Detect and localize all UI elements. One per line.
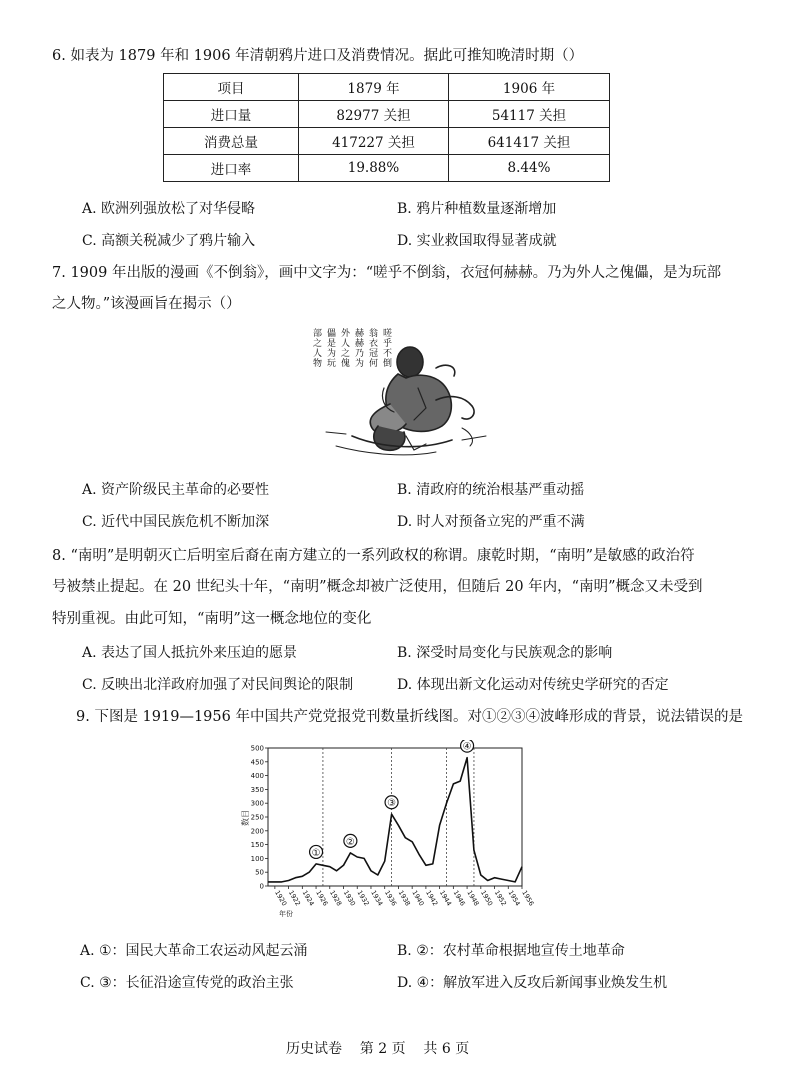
q7-stem-line2: 之人物。”该漫画旨在揭示（） <box>52 296 241 312</box>
q9-option-a[interactable]: A. ①：国民大革命工农运动风起云涌 <box>80 943 308 959</box>
q8-option-b[interactable]: B. 深受时局变化与民族观念的影响 <box>397 645 613 661</box>
y-tick-label: 150 <box>250 841 264 850</box>
table-cell: 54117 关担 <box>449 101 610 128</box>
q8-option-d[interactable]: D. 体现出新文化运动对传统史学研究的否定 <box>397 677 669 693</box>
y-tick-label: 350 <box>250 785 264 794</box>
q8-stem-line1: 8. “南明”是明朝灭亡后明室后裔在南方建立的一系列政权的称谓。康乾时期，“南明”是敏感的政治符 <box>52 548 695 564</box>
cartoon-caption-column: 翁衣冠何 <box>367 328 377 368</box>
x-tick-label: 1942 <box>424 889 440 908</box>
q6-option-c[interactable]: C. 高额关税减少了鸦片输入 <box>82 233 256 249</box>
q6-option-b[interactable]: B. 鸦片种植数量逐渐增加 <box>397 201 557 217</box>
x-tick-label: 1938 <box>396 889 412 908</box>
table-cell: 641417 关担 <box>449 128 610 155</box>
y-tick-label: 0 <box>259 882 264 891</box>
tumbler-figure-drawing <box>286 328 508 460</box>
x-tick-label: 1920 <box>273 889 289 908</box>
peak-label: ① <box>311 847 321 859</box>
q8-option-a[interactable]: A. 表达了国人抵抗外来压迫的愿景 <box>82 645 298 661</box>
table-cell: 19.88% <box>299 155 449 182</box>
table-header-cell: 1879 年 <box>299 74 449 101</box>
table-cell: 进口量 <box>164 101 299 128</box>
x-tick-label: 1930 <box>341 889 357 908</box>
x-tick-label: 1922 <box>286 889 303 908</box>
x-tick-label: 1952 <box>492 889 509 908</box>
x-tick-label: 1934 <box>369 889 385 908</box>
opium-table <box>163 73 610 182</box>
x-tick-label: 1926 <box>314 889 330 908</box>
x-tick-label: 1940 <box>410 889 426 908</box>
cartoon-caption-column: 外人之傀 <box>339 328 349 368</box>
cartoon-caption-column: 儡是为玩 <box>325 328 335 368</box>
plot-frame <box>268 748 522 886</box>
table-cell: 417227 关担 <box>299 128 449 155</box>
q7-option-d[interactable]: D. 时人对预备立宪的严重不满 <box>397 514 585 530</box>
series-line <box>268 758 522 882</box>
q7-option-a[interactable]: A. 资产阶级民主革命的必要性 <box>82 482 270 498</box>
x-tick-label: 1928 <box>328 889 344 908</box>
q9-option-c[interactable]: C. ③：长征沿途宣传党的政治主张 <box>80 975 294 991</box>
table-header-cell: 项目 <box>164 74 299 101</box>
y-tick-label: 300 <box>250 799 264 808</box>
y-tick-label: 200 <box>250 827 264 836</box>
cartoon-caption-column: 赫赫乃为 <box>353 328 363 368</box>
y-tick-label: 400 <box>250 772 264 781</box>
x-tick-label: 1932 <box>355 889 371 908</box>
table-cell: 进口率 <box>164 155 299 182</box>
y-tick-label: 450 <box>250 758 264 767</box>
q6-option-a[interactable]: A. 欧洲列强放松了对华侵略 <box>82 201 256 217</box>
peak-label: ② <box>345 836 355 848</box>
q9-option-b[interactable]: B. ②：农村革命根据地宣传土地革命 <box>397 943 625 959</box>
table-cell: 消费总量 <box>164 128 299 155</box>
x-axis-label: 年份 <box>279 910 293 918</box>
x-tick-label: 1956 <box>520 889 536 908</box>
y-tick-label: 50 <box>255 868 264 877</box>
table-header-row <box>164 74 610 101</box>
x-tick-label: 1946 <box>451 889 467 908</box>
page-footer: 历史试卷 第 2 页 共 6 页 <box>286 1041 470 1057</box>
x-tick-label: 1950 <box>479 889 495 908</box>
y-tick-label: 250 <box>250 813 264 822</box>
table-header-cell: 1906 年 <box>449 74 610 101</box>
table-row <box>164 155 610 182</box>
x-tick-label: 1924 <box>300 889 316 908</box>
table-row <box>164 128 610 155</box>
newspaper-count-chart <box>236 740 536 918</box>
q8-stem-line2: 号被禁止提起。在 20 世纪头十年，“南明”概念却被广泛使用，但随后 20 年内，“南明”概念又未受到 <box>52 579 703 595</box>
x-tick-label: 1936 <box>382 889 399 908</box>
table-row <box>164 101 610 128</box>
cartoon-caption-column: 嗟乎不倒 <box>381 328 391 368</box>
q6-option-d[interactable]: D. 实业救国取得显著成就 <box>397 233 557 249</box>
q8-stem-line3: 特别重视。由此可知，“南明”这一概念地位的变化 <box>52 611 372 627</box>
table-cell: 82977 关担 <box>299 101 449 128</box>
x-tick-label: 1954 <box>506 889 522 908</box>
y-axis-label: 数目 <box>241 810 250 826</box>
q9-option-d[interactable]: D. ④：解放军进入反攻后新闻事业焕发生机 <box>397 975 668 991</box>
peak-label: ③ <box>387 798 397 810</box>
q7-option-b[interactable]: B. 清政府的统治根基严重动摇 <box>397 482 585 498</box>
x-tick-label: 1948 <box>465 889 481 908</box>
q8-option-c[interactable]: C. 反映出北洋政府加强了对民间舆论的限制 <box>82 677 354 693</box>
x-tick-label: 1944 <box>437 889 454 908</box>
tumbler-cartoon <box>286 328 508 460</box>
y-tick-label: 100 <box>250 854 264 863</box>
q7-stem-line1: 7. 1909 年出版的漫画《不倒翁》，画中文字为：“嗟乎不倒翁，衣冠何赫赫。乃为外人之傀儡，是为玩部 <box>52 265 722 281</box>
y-tick-label: 500 <box>250 744 264 753</box>
table-cell: 8.44% <box>449 155 610 182</box>
q7-option-c[interactable]: C. 近代中国民族危机不断加深 <box>82 514 270 530</box>
cartoon-caption-column: 部之人物 <box>311 328 321 368</box>
peak-label: ④ <box>462 741 472 753</box>
q9-stem: 9. 下图是 1919—1956 年中国共产党党报党刊数量折线图。对①②③④波峰形成的背景，说法错误的是 <box>76 709 743 725</box>
q6-stem: 6. 如表为 1879 年和 1906 年清朝鸦片进口及消费情况。据此可推知晚清时期（） <box>52 48 584 64</box>
